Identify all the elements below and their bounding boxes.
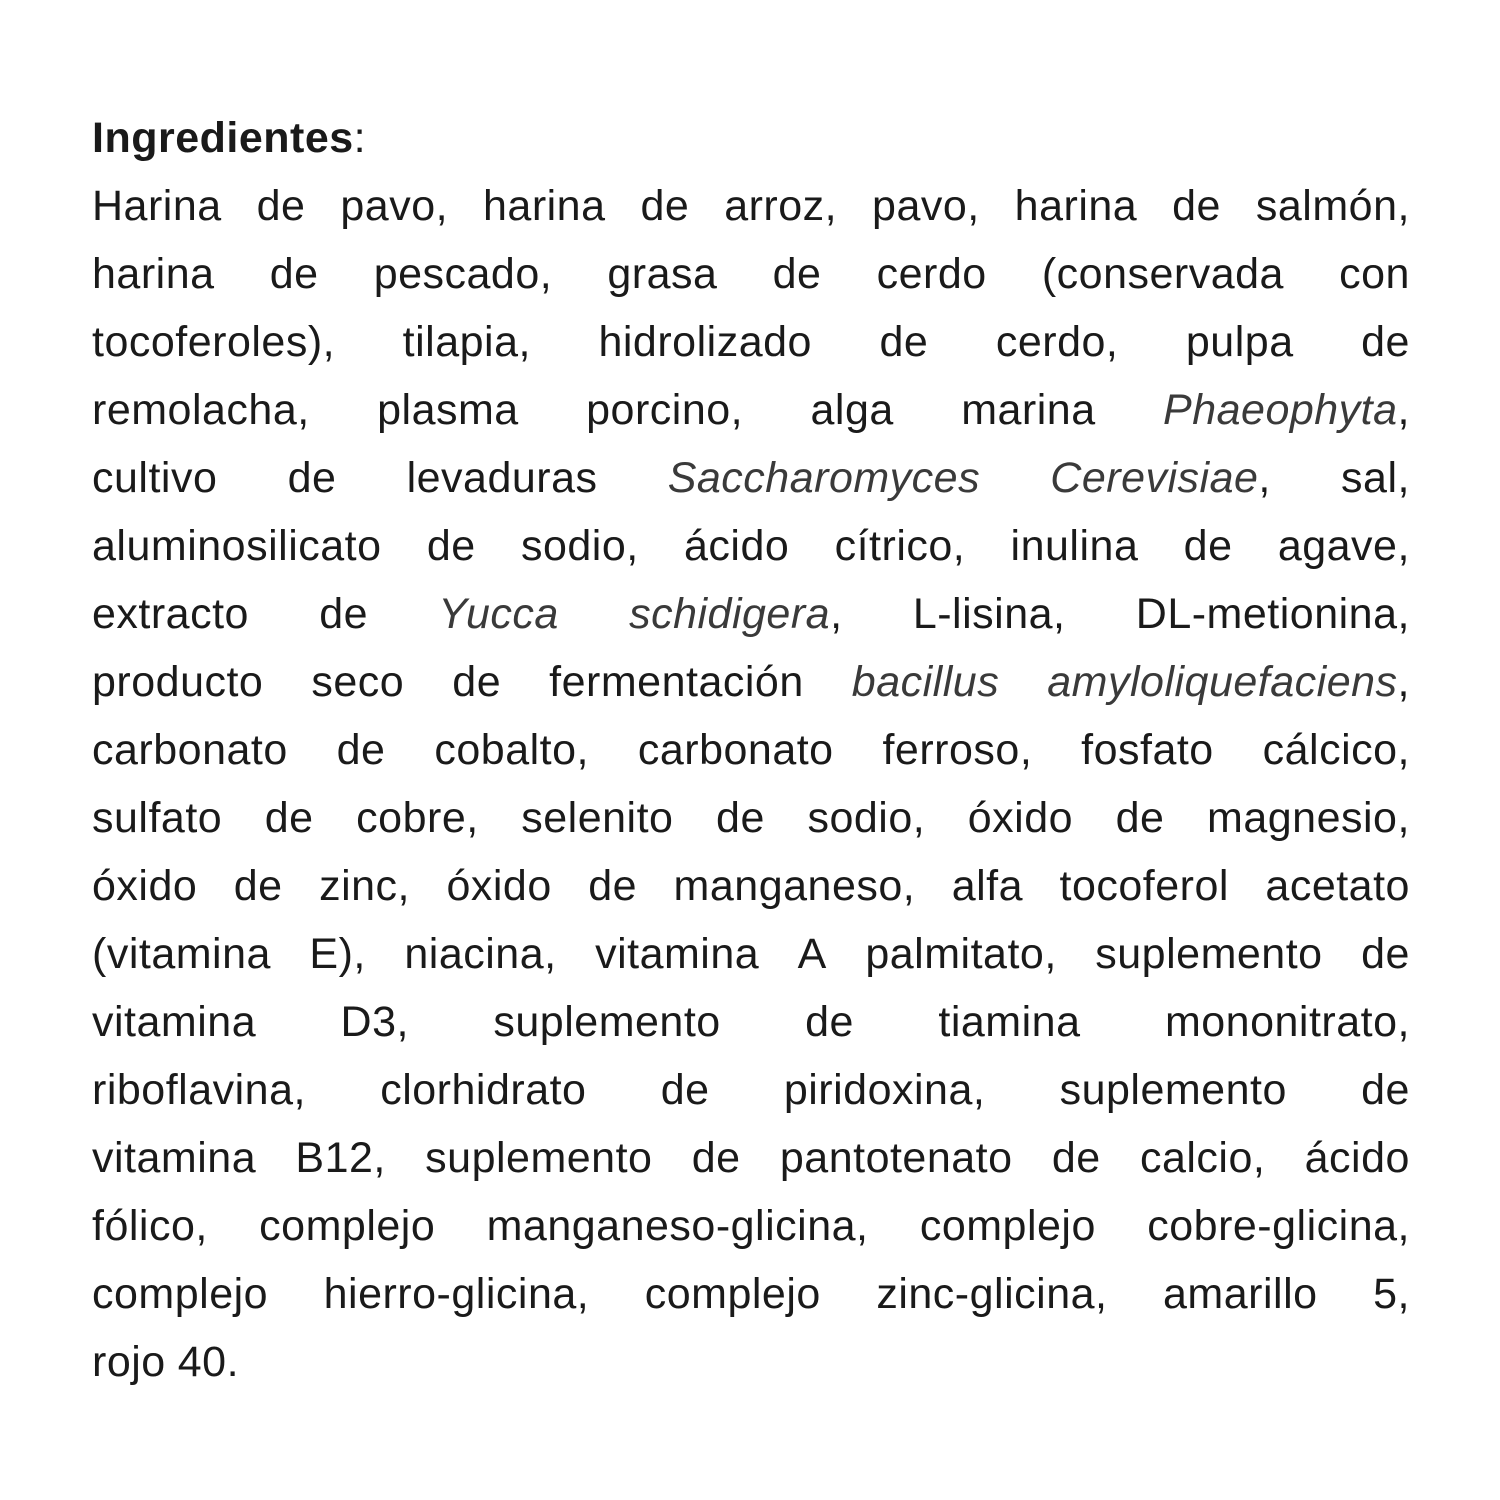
word: hierro-glicina, (323, 1270, 590, 1318)
word: selenito (521, 794, 674, 842)
word: fólico, (92, 1202, 208, 1250)
word: tilapia, (402, 318, 531, 366)
word: de (1051, 1134, 1101, 1182)
word: rojo (92, 1338, 166, 1386)
word: de (426, 522, 476, 570)
word: de (1361, 1066, 1410, 1114)
word: E), (309, 930, 366, 978)
word: hidrolizado (598, 318, 812, 366)
word: de (640, 182, 690, 230)
word: de (1172, 182, 1221, 230)
text-line (92, 240, 1410, 308)
word: magnesio, (1207, 794, 1410, 842)
word: aluminosilicato (92, 522, 382, 570)
word: de (264, 794, 314, 842)
word: carbonato (92, 726, 288, 774)
word: extracto (92, 590, 249, 638)
text-line (92, 1192, 1410, 1260)
word: harina (92, 250, 215, 298)
word: cobalto, (434, 726, 589, 774)
word: de (452, 658, 502, 706)
word: manganeso, (673, 862, 916, 910)
word: marina (961, 386, 1096, 434)
word: niacina, (404, 930, 557, 978)
word: agave, (1277, 522, 1410, 570)
text-line (92, 988, 1410, 1056)
word: con (1339, 250, 1410, 298)
word: cítrico, (834, 522, 966, 570)
word: alga (810, 386, 894, 434)
text-line (92, 784, 1410, 852)
word: levaduras (406, 454, 598, 502)
word: óxido (92, 862, 198, 910)
word: de (287, 454, 337, 502)
word: óxido (967, 794, 1074, 842)
word: Harina (92, 182, 222, 230)
word: de (319, 590, 369, 638)
scientific-name: Yucca (438, 590, 559, 638)
word: salmón, (1255, 182, 1410, 230)
word: zinc, (319, 862, 410, 910)
text-line (92, 512, 1410, 580)
word: de (716, 794, 765, 842)
word: 40. (177, 1338, 240, 1386)
ingredients-text (92, 172, 1410, 1396)
word: complejo (259, 1202, 436, 1250)
word: ácido (684, 522, 790, 570)
word: fermentación (549, 658, 804, 706)
word: DL-metionina, (1135, 590, 1410, 638)
word: de (879, 318, 929, 366)
text-line (92, 920, 1410, 988)
word: tocoferoles), (92, 318, 336, 366)
word: ferroso, (882, 726, 1033, 774)
ingredients-heading (92, 104, 1410, 172)
word: riboflavina, (92, 1066, 306, 1114)
text-line (92, 1124, 1410, 1192)
word: de (269, 250, 319, 298)
word: de (772, 250, 822, 298)
word: pescado, (373, 250, 553, 298)
word: seco (311, 658, 405, 706)
word: de (660, 1066, 710, 1114)
word: de (588, 862, 638, 910)
word: de (336, 726, 386, 774)
word: piridoxina, (783, 1066, 986, 1114)
word: de (805, 998, 854, 1046)
word: manganeso-glicina, (486, 1202, 869, 1250)
word: sal, (1341, 454, 1410, 502)
scientific-name: Cerevisiae, (1050, 454, 1271, 502)
word: amarillo (1163, 1270, 1318, 1318)
scientific-name: Saccharomyces (667, 454, 981, 502)
word: carbonato (637, 726, 834, 774)
word: (conservada (1041, 250, 1284, 298)
word: vitamina (595, 930, 760, 978)
word: de (1361, 930, 1410, 978)
word: palmitato, (865, 930, 1057, 978)
word: suplemento (1095, 930, 1323, 978)
word: de (1183, 522, 1233, 570)
word: acetato (1265, 862, 1410, 910)
word: sodio, (520, 522, 639, 570)
word: cerdo (876, 250, 987, 298)
word: producto (92, 658, 264, 706)
word: fosfato (1081, 726, 1214, 774)
word: harina (1014, 182, 1138, 230)
text-line (92, 444, 1410, 512)
word: D3, (340, 998, 409, 1046)
text-line (92, 580, 1410, 648)
word: pulpa (1185, 318, 1294, 366)
word: cerdo, (995, 318, 1119, 366)
word: de (1115, 794, 1165, 842)
text-line (92, 852, 1410, 920)
word: sulfato (92, 794, 223, 842)
word: (vitamina (92, 930, 271, 978)
word: harina (482, 182, 606, 230)
word: de (256, 182, 306, 230)
word: cobre, (356, 794, 479, 842)
ingredients-heading-label: Ingredientes (92, 114, 354, 162)
word: calcio, (1139, 1134, 1266, 1182)
ingredients-panel (92, 104, 1410, 1396)
text-line (92, 648, 1410, 716)
text-line (92, 1056, 1410, 1124)
text-line (92, 1260, 1410, 1328)
ingredients-heading-colon: : (353, 114, 367, 162)
text-line (92, 172, 1410, 240)
word: complejo (644, 1270, 821, 1318)
word: complejo (919, 1202, 1096, 1250)
word: remolacha, (92, 386, 310, 434)
word: arroz, (724, 182, 838, 230)
word: óxido (446, 862, 552, 910)
scientific-name: bacillus (851, 658, 1000, 706)
word: de (1361, 318, 1410, 366)
word: L-lisina, (912, 590, 1066, 638)
scientific-name: Phaeophyta, (1163, 386, 1410, 434)
word: complejo (92, 1270, 269, 1318)
word: suplemento (1059, 1066, 1287, 1114)
word: tocoferol (1059, 862, 1229, 910)
word: pavo, (872, 182, 980, 230)
word: pavo, (340, 182, 449, 230)
scientific-name: schidigera, (629, 590, 843, 638)
word: vitamina (92, 998, 257, 1046)
word: vitamina (92, 1134, 257, 1182)
word: A (797, 930, 827, 978)
word: plasma (377, 386, 519, 434)
word: grasa (607, 250, 718, 298)
word: B12, (295, 1134, 386, 1182)
word: suplemento (493, 998, 721, 1046)
text-line (92, 376, 1410, 444)
word: de (691, 1134, 741, 1182)
word: alfa (951, 862, 1024, 910)
text-line (92, 716, 1410, 784)
word: 5, (1373, 1270, 1410, 1318)
word: cobre-glicina, (1147, 1202, 1410, 1250)
word: clorhidrato (380, 1066, 587, 1114)
scientific-name: amyloliquefaciens, (1047, 658, 1410, 706)
word: pantotenato (779, 1134, 1013, 1182)
word: sodio, (807, 794, 926, 842)
word: ácido (1304, 1134, 1410, 1182)
word: de (233, 862, 283, 910)
word: cálcico, (1262, 726, 1410, 774)
word: cultivo (92, 454, 218, 502)
word: inulina (1010, 522, 1139, 570)
word: porcino, (586, 386, 744, 434)
text-line (92, 1328, 1410, 1396)
text-line (92, 308, 1410, 376)
word: zinc-glicina, (876, 1270, 1108, 1318)
word: tiamina (938, 998, 1081, 1046)
word: mononitrato, (1164, 998, 1410, 1046)
word: suplemento (425, 1134, 653, 1182)
